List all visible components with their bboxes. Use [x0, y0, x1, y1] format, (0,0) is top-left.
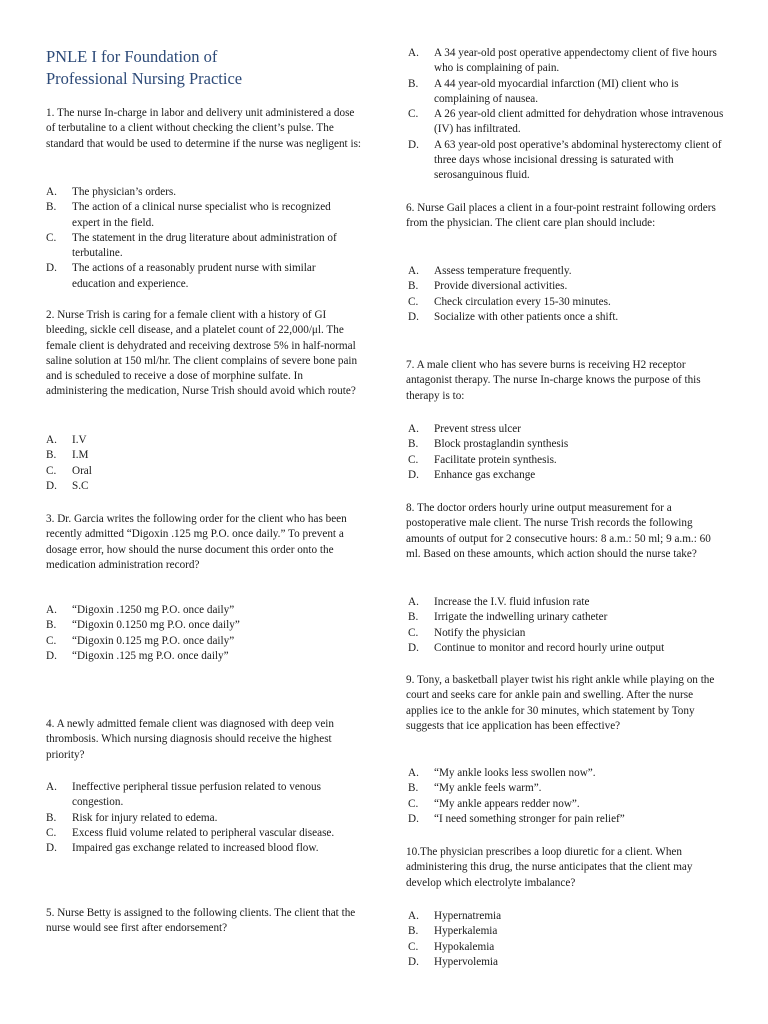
option-text: Risk for injury related to edema. [72, 811, 218, 824]
option-letter: B. [408, 77, 419, 90]
question-8-option-d[interactable] [408, 641, 726, 656]
option-text: “My ankle feels warm”. [434, 782, 542, 795]
option-text: Prevent stress ulcer [434, 423, 521, 435]
option-letter: A. [408, 767, 419, 779]
option-text: Ineffective peripheral tissue perfusion related to venous congestion. [72, 781, 321, 809]
question-10-option-a[interactable] [408, 909, 726, 924]
option-text: Assess temperature frequently. [434, 265, 572, 277]
option-text: “Digoxin .1250 mg P.O. once daily” [72, 604, 235, 616]
question-8-options [408, 595, 726, 656]
option-letter: A. [408, 910, 419, 922]
question-4-options [46, 780, 346, 856]
option-text: I.V [72, 434, 87, 446]
question-6-stem: 6. Nurse Gail places a client in a four-point restraint following orders from the physician. The client care plan should include: [406, 202, 716, 230]
question-3-option-a[interactable] [46, 603, 346, 618]
option-letter: C. [46, 826, 57, 839]
question-1-option-a[interactable] [46, 185, 346, 200]
question-8-option-c[interactable] [408, 626, 726, 641]
question-7-option-c[interactable] [408, 453, 726, 468]
option-letter: D. [408, 641, 419, 654]
option-text: Enhance gas exchange [434, 468, 536, 481]
question-3-stem: 3. Dr. Garcia writes the following order for the client who has been recently admitted “Digoxin .125 mg P.O. once daily.” To prevent a dosage error, how should the nurse document this order onto the medication administration record? [46, 513, 347, 571]
option-letter: C. [408, 626, 419, 639]
option-text: A 63 year-old post operative’s abdominal hysterectomy client of three days whose incisional dressing is saturated with serosanguinous fluid. [434, 138, 722, 182]
title-line-1: PNLE I for Foundation of [46, 47, 218, 66]
option-letter: B. [408, 611, 419, 624]
option-text: Excess fluid volume related to peripheral vascular disease. [72, 826, 335, 839]
option-text: “Digoxin 0.1250 mg P.O. once daily” [72, 619, 240, 632]
option-text: The action of a clinical nurse specialist who is recognized expert in the field. [72, 201, 331, 229]
question-9-option-b[interactable] [408, 781, 726, 796]
question-2-options [46, 433, 346, 494]
question-2-option-d[interactable] [46, 479, 346, 494]
question-8-option-b[interactable] [408, 610, 726, 625]
question-5-option-c[interactable] [408, 107, 726, 138]
option-letter: C. [408, 295, 419, 308]
option-letter: A. [46, 781, 57, 793]
question-1-options [46, 185, 346, 292]
question-10-option-b[interactable] [408, 924, 726, 939]
option-text: Hypernatremia [434, 910, 502, 922]
question-9-option-d[interactable] [408, 812, 726, 827]
option-letter: D. [408, 138, 419, 151]
option-text: Socialize with other patients once a shift. [434, 310, 619, 323]
option-text: The actions of a reasonably prudent nurse with similar education and experience. [72, 262, 316, 290]
question-8-option-a[interactable] [408, 595, 726, 610]
option-text: Check circulation every 15-30 minutes. [434, 295, 611, 308]
question-5-option-d[interactable] [408, 138, 726, 184]
option-letter: D. [46, 479, 57, 492]
option-text: The statement in the drug literature about administration of terbutaline. [72, 231, 337, 260]
option-letter: C. [46, 464, 57, 477]
question-7-option-a[interactable] [408, 422, 726, 437]
option-text: Increase the I.V. fluid infusion rate [434, 596, 590, 608]
option-text: “Digoxin .125 mg P.O. once daily” [72, 649, 229, 662]
option-letter: B. [46, 449, 57, 462]
question-5-stem: 5. Nurse Betty is assigned to the following clients. The client that the nurse would see first after endorsement? [46, 907, 356, 935]
document-title [46, 46, 366, 90]
question-7-options [408, 422, 726, 483]
question-6-option-d[interactable] [408, 310, 726, 325]
question-5-option-a[interactable] [408, 46, 726, 77]
question-7-stem: 7. A male client who has severe burns is receiving H2 receptor antagonist therapy. The nurse In-charge knows the purpose of this therapy is to: [406, 359, 701, 402]
question-1-stem: 1. The nurse In-charge in labor and delivery unit administered a dose of terbutaline to a client without checking the client’s pulse. The standard that would be used to determine if the nurse was negligent is: [46, 107, 362, 150]
option-text: Hypervolemia [434, 955, 498, 968]
option-letter: C. [408, 108, 419, 121]
option-text: The physician’s orders. [72, 186, 177, 198]
question-4-option-d[interactable] [46, 841, 346, 856]
option-text: Notify the physician [434, 626, 526, 639]
question-7-option-b[interactable] [408, 437, 726, 452]
option-letter: B. [46, 619, 57, 632]
option-letter: B. [408, 280, 419, 293]
option-letter: A. [408, 423, 419, 435]
option-text: A 26 year-old client admitted for dehydration whose intravenous (IV) has infiltrated. [434, 108, 724, 136]
option-text: Hyperkalemia [434, 925, 498, 938]
question-3-option-b[interactable] [46, 618, 346, 633]
question-4-option-a[interactable] [46, 780, 346, 811]
option-letter: A. [46, 186, 57, 198]
option-text: “I need something stronger for pain relief” [434, 812, 625, 825]
question-4-stem: 4. A newly admitted female client was diagnosed with deep vein thrombosis. Which nursing diagnosis should receive the highest priority? [46, 718, 335, 761]
option-letter: A. [408, 47, 419, 59]
option-letter: D. [46, 262, 57, 275]
option-text: Irrigate the indwelling urinary catheter [434, 611, 608, 624]
question-10-option-d[interactable] [408, 955, 726, 970]
question-9-option-a[interactable] [408, 766, 726, 781]
question-2-option-a[interactable] [46, 433, 346, 448]
option-letter: C. [408, 453, 419, 466]
question-2-stem: 2. Nurse Trish is caring for a female client with a history of GI bleeding, sickle cell disease, and a platelet count of 22,000/μl. The female client is dehydrated and receiving dextrose 5% in half-normal saline solution at 150 ml/hr. The client complains of severe bone pain and is scheduled to receive a dose of morphine sulfate. In administering the medication, Nurse Trish should avoid which route? [46, 309, 358, 398]
option-letter: D. [408, 468, 419, 481]
option-text: Impaired gas exchange related to increased blood flow. [72, 842, 319, 855]
question-9-stem: 9. Tony, a basketball player twist his right ankle while playing on the court and seeks care for ankle pain and swelling. After the nurse applies ice to the ankle for 30 minutes, which statement by Tony suggests that ice application has been effective? [406, 674, 715, 732]
question-1-option-d[interactable] [46, 261, 346, 292]
option-letter: D. [408, 310, 419, 323]
question-1-option-b[interactable] [46, 200, 346, 231]
option-letter: D. [408, 812, 419, 825]
question-4-option-b[interactable] [46, 811, 346, 826]
option-letter: B. [408, 925, 419, 938]
option-text: I.M [72, 449, 89, 462]
option-letter: C. [46, 634, 57, 647]
option-text: “Digoxin 0.125 mg P.O. once daily” [72, 634, 235, 647]
option-letter: C. [46, 231, 57, 244]
question-10-option-c[interactable] [408, 940, 726, 955]
question-1-option-c[interactable] [46, 231, 346, 262]
question-8-stem: 8. The doctor orders hourly urine output measurement for a postoperative male client. The nurse Trish records the following amounts of output for 2 consecutive hours: 8 a.m.: 50 ml; 9 a.m.: 60 ml. Based on these amounts, which action should the nurse take? [406, 502, 711, 560]
question-6-option-a[interactable] [408, 264, 726, 279]
option-text: Provide diversional activities. [434, 280, 568, 293]
question-7-option-d[interactable] [408, 468, 726, 483]
question-10-options [408, 909, 726, 970]
option-text: A 34 year-old post operative appendectomy client of five hours who is complaining of pain. [434, 47, 717, 75]
option-text: S.C [72, 479, 89, 492]
option-letter: C. [408, 797, 419, 810]
question-6-option-c[interactable] [408, 295, 726, 310]
question-9-option-c[interactable] [408, 797, 726, 812]
option-text: A 44 year-old myocardial infarction (MI) client who is complaining of nausea. [434, 77, 679, 105]
option-letter: D. [46, 842, 57, 855]
title-line-2: Professional Nursing Practice [46, 69, 243, 88]
option-letter: D. [408, 955, 419, 968]
option-text: Hypokalemia [434, 940, 495, 953]
option-text: “My ankle appears redder now”. [434, 797, 580, 810]
option-text: “My ankle looks less swollen now”. [434, 767, 596, 779]
option-text: Oral [72, 464, 92, 477]
question-5-option-b[interactable] [408, 77, 726, 108]
question-2-option-b[interactable] [46, 448, 346, 463]
option-letter: B. [408, 438, 419, 451]
option-letter: B. [46, 201, 57, 214]
option-letter: B. [46, 811, 57, 824]
question-10-stem: 10.The physician prescribes a loop diuretic for a client. When administering this drug, the nurse anticipates that the client may develop which electrolyte imbalance? [406, 846, 693, 889]
option-text: Facilitate protein synthesis. [434, 453, 557, 466]
option-letter: A. [408, 596, 419, 608]
option-letter: C. [408, 940, 419, 953]
question-5-options [408, 46, 726, 184]
question-3-options [46, 603, 346, 664]
option-text: Continue to monitor and record hourly urine output [434, 641, 665, 654]
question-2-option-c[interactable] [46, 464, 346, 479]
question-6-option-b[interactable] [408, 279, 726, 294]
option-letter: A. [408, 265, 419, 277]
question-6-options [408, 264, 726, 325]
option-letter: B. [408, 782, 419, 795]
option-letter: A. [46, 604, 57, 616]
option-letter: A. [46, 434, 57, 446]
question-3-option-d[interactable] [46, 649, 346, 664]
question-9-options [408, 766, 726, 827]
question-3-option-c[interactable] [46, 634, 346, 649]
option-letter: D. [46, 649, 57, 662]
question-4-option-c[interactable] [46, 826, 346, 841]
option-text: Block prostaglandin synthesis [434, 438, 569, 451]
